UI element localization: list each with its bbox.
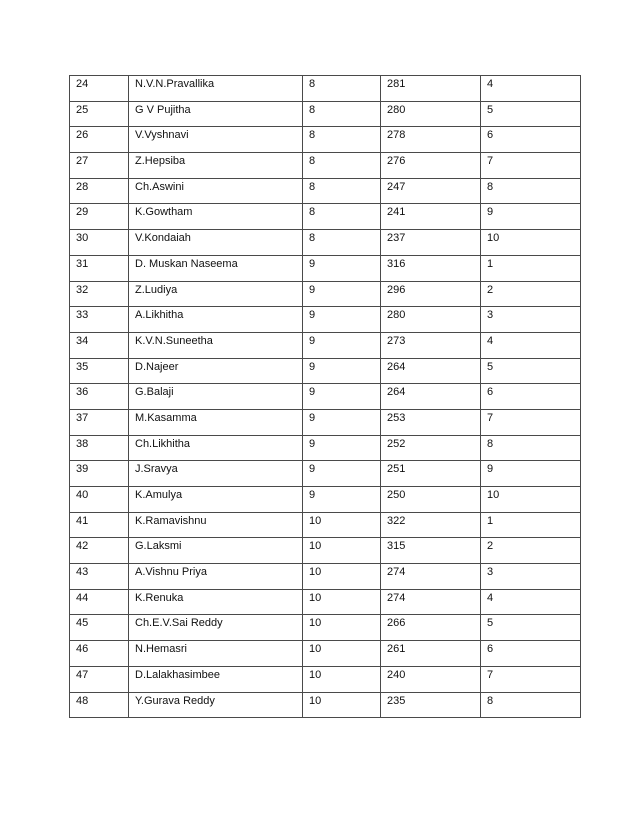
marks-cell: 247 xyxy=(381,178,481,204)
table-row xyxy=(70,641,581,667)
results-table xyxy=(69,75,581,718)
class-cell: 8 xyxy=(303,76,381,102)
table-row xyxy=(70,409,581,435)
student-name-cell: M.Kasamma xyxy=(129,409,303,435)
class-cell: 10 xyxy=(303,666,381,692)
serial-number-cell: 37 xyxy=(70,409,129,435)
table-row xyxy=(70,358,581,384)
class-cell: 9 xyxy=(303,409,381,435)
class-cell: 8 xyxy=(303,127,381,153)
table-row xyxy=(70,564,581,590)
table-row xyxy=(70,204,581,230)
rank-cell: 1 xyxy=(481,255,581,281)
rank-cell: 8 xyxy=(481,692,581,718)
marks-cell: 280 xyxy=(381,307,481,333)
table-row xyxy=(70,101,581,127)
student-name-cell: G.Laksmi xyxy=(129,538,303,564)
student-name-cell: Ch.E.V.Sai Reddy xyxy=(129,615,303,641)
rank-cell: 8 xyxy=(481,178,581,204)
rank-cell: 3 xyxy=(481,307,581,333)
table-row xyxy=(70,127,581,153)
table-row xyxy=(70,666,581,692)
student-name-cell: K.V.N.Suneetha xyxy=(129,332,303,358)
serial-number-cell: 28 xyxy=(70,178,129,204)
marks-cell: 276 xyxy=(381,153,481,179)
marks-cell: 274 xyxy=(381,589,481,615)
student-name-cell: G.Balaji xyxy=(129,384,303,410)
table-body xyxy=(70,76,581,718)
rank-cell: 4 xyxy=(481,589,581,615)
table-row xyxy=(70,307,581,333)
student-name-cell: K.Amulya xyxy=(129,487,303,513)
student-name-cell: A.Vishnu Priya xyxy=(129,564,303,590)
rank-cell: 6 xyxy=(481,641,581,667)
student-name-cell: V.Vyshnavi xyxy=(129,127,303,153)
marks-cell: 237 xyxy=(381,230,481,256)
table-row xyxy=(70,76,581,102)
rank-cell: 2 xyxy=(481,281,581,307)
rank-cell: 7 xyxy=(481,153,581,179)
class-cell: 10 xyxy=(303,692,381,718)
table-row xyxy=(70,230,581,256)
marks-cell: 273 xyxy=(381,332,481,358)
serial-number-cell: 46 xyxy=(70,641,129,667)
rank-cell: 9 xyxy=(481,204,581,230)
rank-cell: 2 xyxy=(481,538,581,564)
rank-cell: 10 xyxy=(481,230,581,256)
class-cell: 10 xyxy=(303,615,381,641)
serial-number-cell: 42 xyxy=(70,538,129,564)
serial-number-cell: 38 xyxy=(70,435,129,461)
table-row xyxy=(70,384,581,410)
rank-cell: 7 xyxy=(481,409,581,435)
serial-number-cell: 35 xyxy=(70,358,129,384)
student-name-cell: Z.Ludiya xyxy=(129,281,303,307)
serial-number-cell: 24 xyxy=(70,76,129,102)
class-cell: 8 xyxy=(303,204,381,230)
student-name-cell: Z.Hepsiba xyxy=(129,153,303,179)
class-cell: 9 xyxy=(303,358,381,384)
rank-cell: 8 xyxy=(481,435,581,461)
class-cell: 9 xyxy=(303,307,381,333)
marks-cell: 278 xyxy=(381,127,481,153)
class-cell: 9 xyxy=(303,487,381,513)
student-name-cell: K.Gowtham xyxy=(129,204,303,230)
serial-number-cell: 27 xyxy=(70,153,129,179)
marks-cell: 241 xyxy=(381,204,481,230)
marks-cell: 252 xyxy=(381,435,481,461)
serial-number-cell: 39 xyxy=(70,461,129,487)
serial-number-cell: 43 xyxy=(70,564,129,590)
serial-number-cell: 48 xyxy=(70,692,129,718)
table-row xyxy=(70,281,581,307)
class-cell: 9 xyxy=(303,255,381,281)
table-row xyxy=(70,461,581,487)
serial-number-cell: 32 xyxy=(70,281,129,307)
marks-cell: 250 xyxy=(381,487,481,513)
student-name-cell: G V Pujitha xyxy=(129,101,303,127)
table-row xyxy=(70,487,581,513)
rank-cell: 5 xyxy=(481,101,581,127)
student-name-cell: Y.Gurava Reddy xyxy=(129,692,303,718)
student-name-cell: K.Renuka xyxy=(129,589,303,615)
table-row xyxy=(70,692,581,718)
rank-cell: 5 xyxy=(481,358,581,384)
rank-cell: 3 xyxy=(481,564,581,590)
table-row xyxy=(70,332,581,358)
class-cell: 9 xyxy=(303,461,381,487)
rank-cell: 7 xyxy=(481,666,581,692)
student-name-cell: A.Likhitha xyxy=(129,307,303,333)
table-row xyxy=(70,589,581,615)
class-cell: 8 xyxy=(303,153,381,179)
serial-number-cell: 26 xyxy=(70,127,129,153)
class-cell: 10 xyxy=(303,512,381,538)
marks-cell: 296 xyxy=(381,281,481,307)
marks-cell: 235 xyxy=(381,692,481,718)
marks-cell: 240 xyxy=(381,666,481,692)
rank-cell: 6 xyxy=(481,384,581,410)
rank-cell: 4 xyxy=(481,76,581,102)
rank-cell: 4 xyxy=(481,332,581,358)
class-cell: 8 xyxy=(303,101,381,127)
student-name-cell: D.Najeer xyxy=(129,358,303,384)
rank-cell: 1 xyxy=(481,512,581,538)
serial-number-cell: 31 xyxy=(70,255,129,281)
serial-number-cell: 41 xyxy=(70,512,129,538)
student-name-cell: Ch.Likhitha xyxy=(129,435,303,461)
class-cell: 8 xyxy=(303,230,381,256)
table-row xyxy=(70,512,581,538)
table-row xyxy=(70,615,581,641)
serial-number-cell: 45 xyxy=(70,615,129,641)
class-cell: 8 xyxy=(303,178,381,204)
marks-cell: 280 xyxy=(381,101,481,127)
serial-number-cell: 25 xyxy=(70,101,129,127)
class-cell: 9 xyxy=(303,332,381,358)
marks-cell: 316 xyxy=(381,255,481,281)
class-cell: 10 xyxy=(303,564,381,590)
class-cell: 9 xyxy=(303,281,381,307)
rank-cell: 5 xyxy=(481,615,581,641)
serial-number-cell: 40 xyxy=(70,487,129,513)
serial-number-cell: 34 xyxy=(70,332,129,358)
marks-cell: 281 xyxy=(381,76,481,102)
marks-cell: 251 xyxy=(381,461,481,487)
serial-number-cell: 44 xyxy=(70,589,129,615)
student-name-cell: J.Sravya xyxy=(129,461,303,487)
serial-number-cell: 47 xyxy=(70,666,129,692)
table-row xyxy=(70,255,581,281)
student-name-cell: Ch.Aswini xyxy=(129,178,303,204)
student-name-cell: N.V.N.Pravallika xyxy=(129,76,303,102)
marks-cell: 274 xyxy=(381,564,481,590)
student-name-cell: D.Lalakhasimbee xyxy=(129,666,303,692)
student-name-cell: K.Ramavishnu xyxy=(129,512,303,538)
class-cell: 10 xyxy=(303,641,381,667)
class-cell: 9 xyxy=(303,435,381,461)
class-cell: 10 xyxy=(303,589,381,615)
student-name-cell: D. Muskan Naseema xyxy=(129,255,303,281)
table-row xyxy=(70,538,581,564)
marks-cell: 261 xyxy=(381,641,481,667)
marks-cell: 322 xyxy=(381,512,481,538)
class-cell: 9 xyxy=(303,384,381,410)
serial-number-cell: 33 xyxy=(70,307,129,333)
marks-cell: 266 xyxy=(381,615,481,641)
rank-cell: 9 xyxy=(481,461,581,487)
marks-cell: 315 xyxy=(381,538,481,564)
rank-cell: 6 xyxy=(481,127,581,153)
marks-cell: 253 xyxy=(381,409,481,435)
table-row xyxy=(70,153,581,179)
serial-number-cell: 36 xyxy=(70,384,129,410)
table-row xyxy=(70,435,581,461)
student-name-cell: V.Kondaiah xyxy=(129,230,303,256)
rank-cell: 10 xyxy=(481,487,581,513)
class-cell: 10 xyxy=(303,538,381,564)
serial-number-cell: 30 xyxy=(70,230,129,256)
table-row xyxy=(70,178,581,204)
serial-number-cell: 29 xyxy=(70,204,129,230)
student-name-cell: N.Hemasri xyxy=(129,641,303,667)
marks-cell: 264 xyxy=(381,358,481,384)
marks-cell: 264 xyxy=(381,384,481,410)
